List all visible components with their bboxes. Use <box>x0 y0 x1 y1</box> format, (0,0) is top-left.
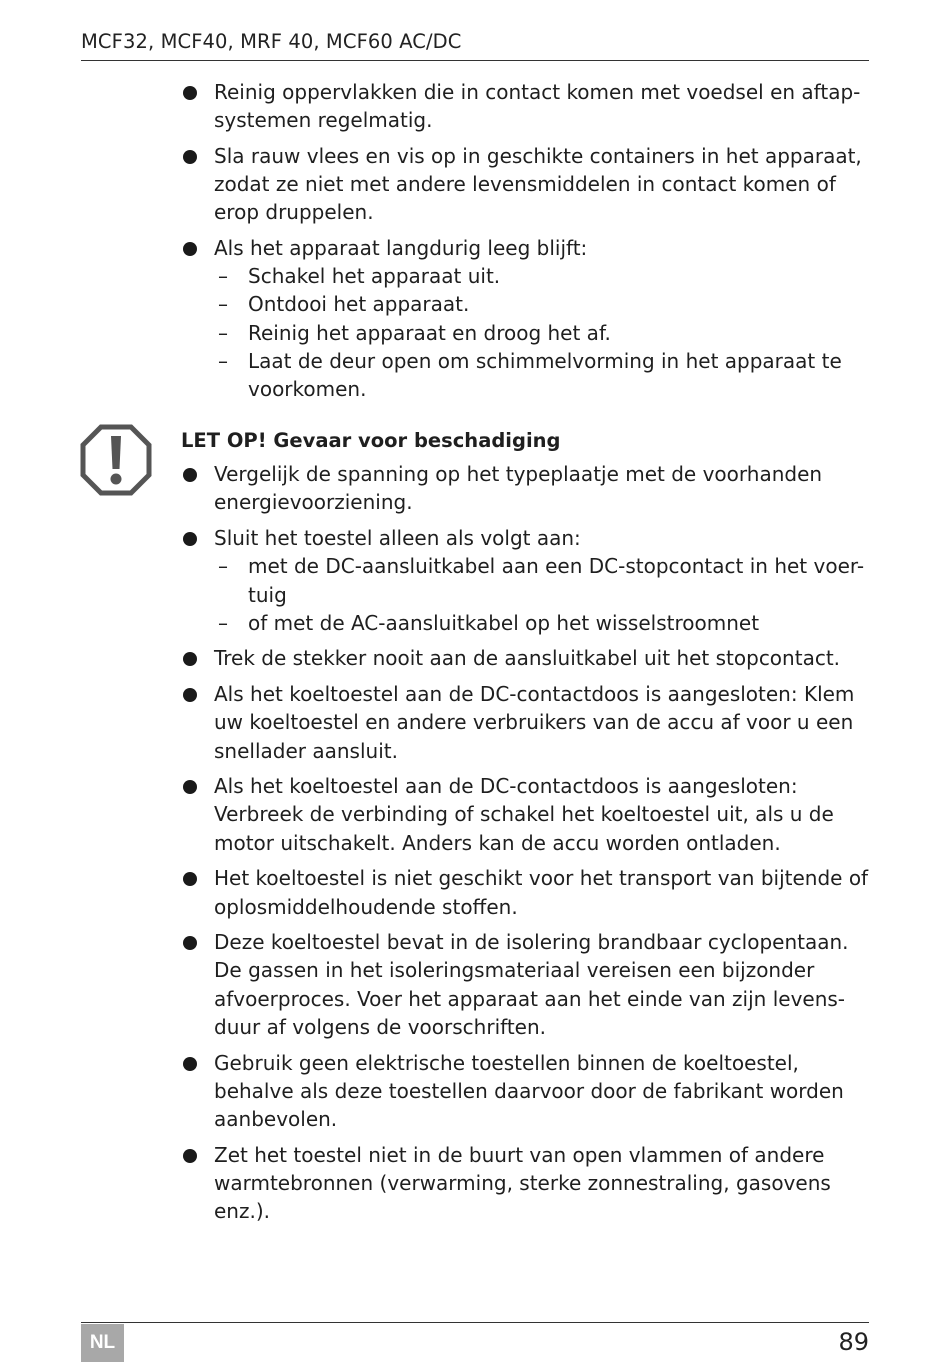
bullet-item <box>181 524 871 637</box>
bullet-text: Deze koeltoestel bevat in de isolering brandbaar cyclopentaan. De gassen in het isoleringsmateriaal vereisen een bijzonder afvoerproces. Voer het apparaat aan het einde van zijn levens- duur af volgens de voorschriften. <box>214 930 849 1039</box>
sub-item-text: of met de AC-aansluitkabel op het wisselstroomnet <box>248 610 760 635</box>
sub-item-text: Reinig het apparaat en droog het af. <box>248 320 611 345</box>
bullet-text: Als het koeltoestel aan de DC-contactdoos is aangesloten: Klem uw koeltoestel en andere verbruikers van de accu af voor u een snellader aansluit. <box>214 682 855 763</box>
bullet-dot-icon <box>183 532 197 546</box>
page-content <box>181 78 871 1233</box>
bullet-item <box>181 142 871 227</box>
sub-item <box>214 319 871 347</box>
bullet-item <box>181 78 871 134</box>
dash-marker: – <box>218 292 228 317</box>
language-badge: NL <box>81 1324 124 1362</box>
dash-marker: – <box>218 554 228 579</box>
bullet-text: Zet het toestel niet in de buurt van open vlammen of andere warmtebronnen (verwarming, sterke zonnestraling, gasovens enz.). <box>214 1142 831 1224</box>
bullet-text: Als het apparaat langdurig leeg blijft: <box>214 236 588 261</box>
bullet-item <box>181 1141 871 1226</box>
sub-item-text: Schakel het apparaat uit. <box>248 264 501 289</box>
warning-heading: LET OP! Gevaar voor beschadiging <box>181 429 561 453</box>
bullet-item <box>181 234 871 403</box>
bullet-dot-icon <box>183 780 197 794</box>
bullet-item <box>181 772 871 857</box>
sub-item <box>214 290 871 318</box>
bullet-item <box>181 928 871 1041</box>
bullet-dot-icon <box>183 468 197 482</box>
care-instructions-list <box>181 78 871 403</box>
bullet-item <box>181 680 871 765</box>
bullet-dot-icon <box>183 872 197 886</box>
dash-marker: – <box>218 610 228 635</box>
sub-item <box>214 552 871 608</box>
document-header-title: MCF32, MCF40, MRF 40, MCF60 AC/DC <box>81 30 462 53</box>
header-divider <box>81 60 869 61</box>
bullet-text: Gebruik geen elektrische toestellen binnen de koeltoestel, behalve als deze toestellen daarvoor door de fabrikant worden aanbevolen. <box>214 1050 844 1131</box>
sub-item-text: Laat de deur open om schimmelvorming in het apparaat te voorkomen. <box>248 348 842 402</box>
warning-instructions-list <box>181 460 871 1225</box>
bullet-item <box>181 1049 871 1134</box>
bullet-dot-icon <box>183 688 197 702</box>
bullet-text: Reinig oppervlakken die in contact komen met voedsel en aftap- systemen regelmatig. <box>214 80 861 133</box>
bullet-text: Sla rauw vlees en vis op in geschikte containers in het apparaat, zodat ze niet met andere levensmiddelen in contact komen of erop druppelen. <box>214 143 862 225</box>
footer-divider <box>81 1322 869 1323</box>
bullet-text: Als het koeltoestel aan de DC-contactdoos is aangesloten: Verbreek de verbinding of schakel het koeltoestel uit, als u de motor uitschakelt. Anders kan de accu worden ontladen. <box>214 774 834 855</box>
bullet-item <box>181 460 871 516</box>
bullet-item <box>181 644 871 672</box>
sub-item-text: met de DC-aansluitkabel aan een DC-stopcontact in het voer- tuig <box>248 554 865 607</box>
bullet-dot-icon <box>183 936 197 950</box>
bullet-dot-icon <box>183 652 197 666</box>
bullet-dot-icon <box>183 86 197 100</box>
sub-item <box>214 609 871 637</box>
bullet-text: Trek de stekker nooit aan de aansluitkabel uit het stopcontact. <box>214 646 841 671</box>
dash-marker: – <box>218 320 228 345</box>
bullet-dot-icon <box>183 242 197 256</box>
bullet-text: Het koeltoestel is niet geschikt voor het transport van bijtende of oplosmiddelhoudende stoffen. <box>214 866 869 919</box>
bullet-dot-icon <box>183 1057 197 1071</box>
bullet-text: Sluit het toestel alleen als volgt aan: <box>214 526 581 551</box>
warning-octagon-icon <box>80 424 152 496</box>
dash-marker: – <box>218 348 228 373</box>
sub-item <box>214 262 871 290</box>
bullet-dot-icon <box>183 150 197 164</box>
dash-marker: – <box>218 264 228 289</box>
bullet-dot-icon <box>183 1149 197 1163</box>
bullet-item <box>181 864 871 920</box>
bullet-text: Vergelijk de spanning op het typeplaatje met de voorhanden energievoorziening. <box>214 462 823 515</box>
sub-item <box>214 347 871 403</box>
sub-item-text: Ontdooi het apparaat. <box>248 292 470 317</box>
page-number: 89 <box>838 1328 869 1356</box>
